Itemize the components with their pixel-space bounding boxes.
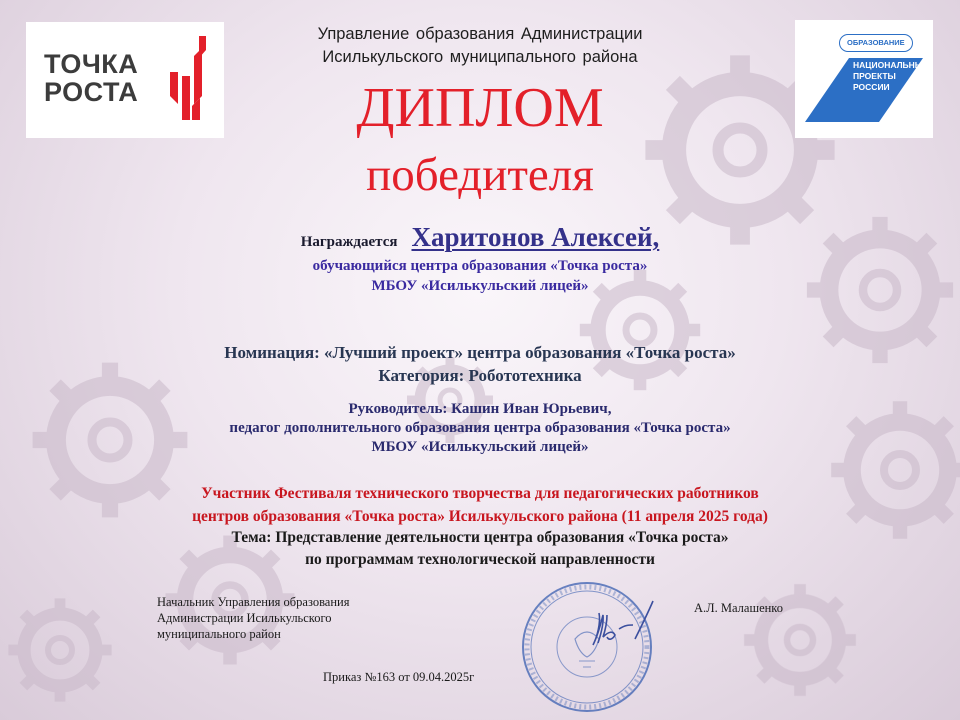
awardee-school: МБОУ «Исилькульский лицей» [371,278,589,294]
festival-line1: Участник Фестиваля технического творчества для педагогических работников [201,485,759,502]
issuer-line1: Управление образования Администрации [317,25,643,43]
issuer-header [0,23,960,69]
nomination: Номинация: «Лучший проект» центра образования «Точка роста» [224,343,736,362]
order-reference: Приказ №163 от 09.04.2025г [323,670,475,684]
topic-line1: Тема: Представление деятельности центра образования «Точка роста» [231,529,729,546]
signatory-title: Начальник Управления образования Администрации Исилькульского муниципального район [157,595,350,641]
supervisor-name: Руководитель: Кашин Иван Юрьевич, [348,401,612,417]
np-text: НАЦИОНАЛЬНЫЕ ПРОЕКТЫ РОССИИ [853,60,929,92]
category: Категория: Робототехника [378,366,582,385]
festival-line2: центров образования «Точка роста» Исилькульского района (11 апреля 2025 года) [192,508,768,525]
issuer-line2: Исилькульского муниципального района [322,48,638,66]
np-tag: ОБРАЗОВАНИЕ [839,34,913,52]
awardee-affiliation: обучающийся центра образования «Точка роста» [312,258,648,274]
official-stamp-icon [517,577,657,717]
award-row [0,222,960,253]
diploma-subtitle: победителя [366,149,594,201]
supervisor-school: МБОУ «Исилькульский лицей» [371,439,589,455]
logo-left-line2: РОСТА [44,77,139,107]
signatory-name: А.Л. Малашенко [694,601,783,615]
diploma-title: ДИПЛОМ [356,77,604,139]
awardee-name: Харитонов Алексей, [411,222,660,252]
topic-line2: по программам технологической направленности [305,551,655,568]
supervisor-position: педагог дополнительного образования центра образования «Точка роста» [229,420,731,436]
logo-left-line1: ТОЧКА [44,49,139,79]
awarded-label: Награждается [300,234,398,250]
handwritten-signature-icon [593,601,653,645]
